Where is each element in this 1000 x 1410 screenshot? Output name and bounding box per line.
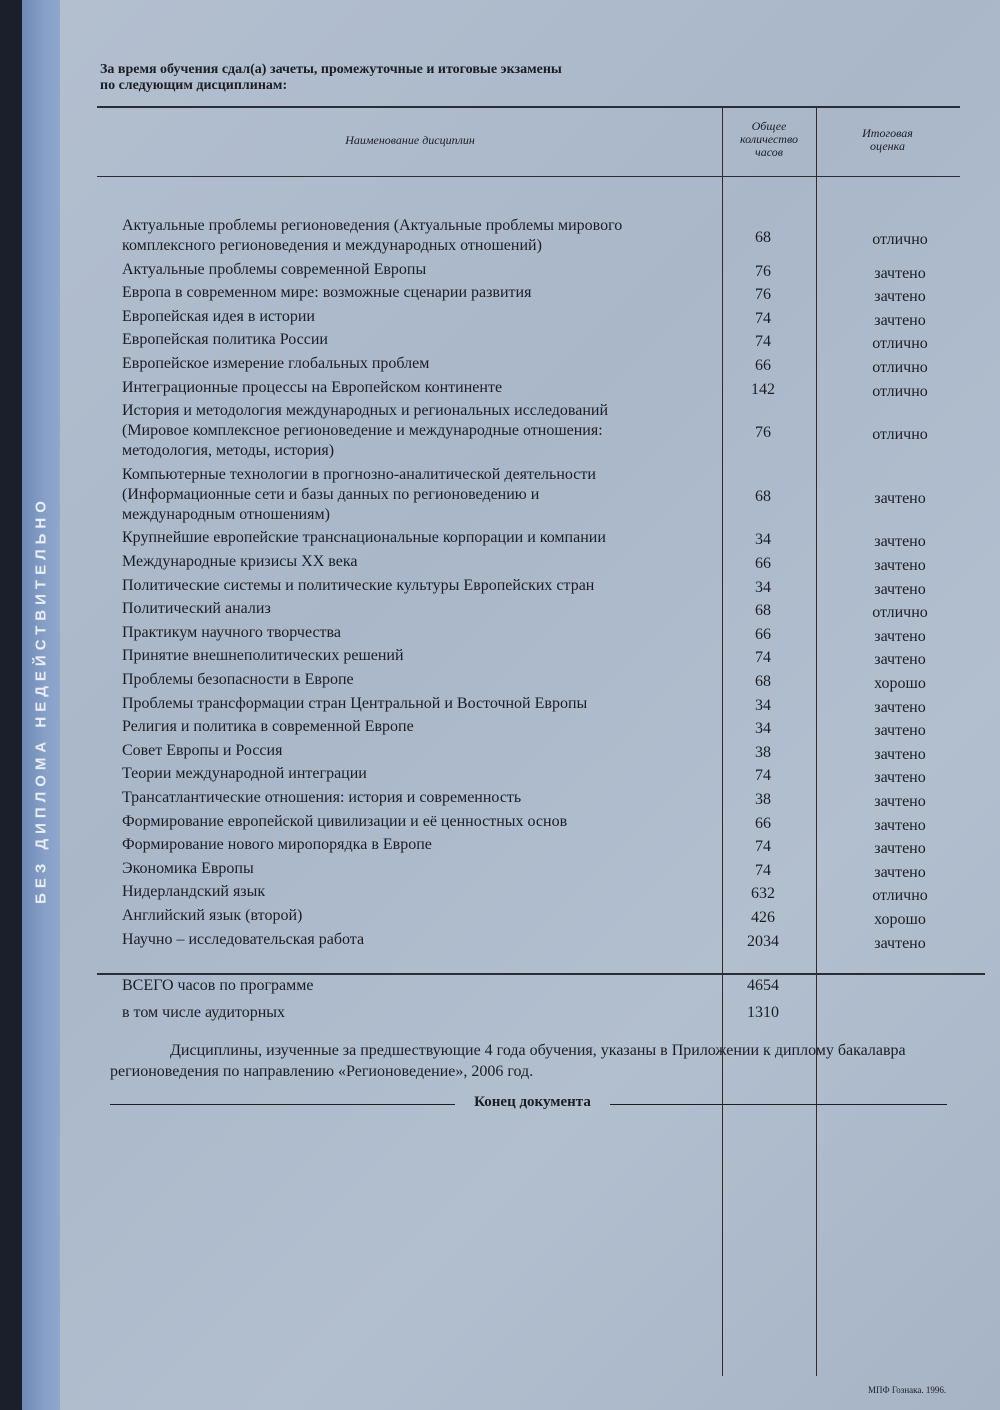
- table-header-rule: [97, 176, 960, 177]
- discipline-name: [122, 465, 712, 525]
- discipline-name-line: Европейское измерение глобальных проблем: [122, 355, 430, 372]
- grade-cell: отлично: [872, 604, 928, 622]
- header-grade-line-2: оценка: [870, 139, 905, 153]
- discipline-name: [122, 307, 712, 327]
- discipline-name-line: Актуальные проблемы современной Европы: [122, 260, 427, 278]
- grade-cell: зачтено: [874, 793, 926, 810]
- grade-cell: зачтено: [874, 769, 926, 787]
- grade-cell: зачтено: [874, 722, 926, 740]
- intro-line-1: За время обучения сдал(а) зачеты, промежуточные и итоговые экзамены: [100, 62, 562, 77]
- discipline-name-line: международным отношениям): [122, 505, 330, 523]
- hours-cell: 76: [755, 286, 771, 304]
- discipline-name: [122, 599, 712, 619]
- discipline-name: [122, 717, 712, 737]
- hours-cell: 68: [755, 229, 771, 246]
- discipline-name: [122, 906, 712, 926]
- intro-text: [100, 62, 720, 94]
- discipline-name: [122, 260, 712, 280]
- discipline-name-line: Трансатлантические отношения: история и современность: [122, 789, 522, 806]
- grade-cell: зачтено: [874, 863, 926, 881]
- discipline-name: [122, 835, 712, 855]
- hours-cell: 34: [755, 720, 771, 738]
- grade-cell: зачтено: [874, 627, 926, 645]
- grade-cell: отлично: [872, 231, 928, 248]
- discipline-name-line: Проблемы трансформации стран Центральной и Восточной Европы: [122, 694, 588, 712]
- discipline-name: [122, 741, 712, 761]
- discipline-name-line: (Информационные сети и базы данных по регионоведению и: [122, 485, 540, 503]
- total-label: ВСЕГО часов по программе: [122, 977, 314, 994]
- side-stripe-text: БЕЗ ДИПЛОМА НЕДЕЙСТВИТЕЛЬНО: [32, 496, 50, 904]
- header-name: Наименование дисциплин: [345, 133, 475, 147]
- discipline-name: [122, 646, 712, 666]
- grade-cell: зачтено: [874, 288, 926, 306]
- hours-cell: 34: [755, 531, 771, 549]
- discipline-name: [122, 401, 712, 461]
- table-top-rule: [97, 106, 960, 108]
- grade-cell: отлично: [872, 335, 928, 353]
- discipline-name: [122, 576, 712, 596]
- discipline-name-line: Формирование европейской цивилизации и её ценностных основ: [122, 812, 568, 830]
- discipline-name: [122, 283, 712, 303]
- discipline-name-line: Европейская идея в истории: [122, 307, 315, 325]
- scan-dark-edge: [0, 0, 22, 1410]
- discipline-name: [122, 859, 712, 879]
- grade-cell: отлично: [872, 359, 928, 376]
- discipline-name: [122, 623, 712, 643]
- header-grade: [830, 127, 945, 153]
- discipline-name: [122, 812, 712, 832]
- discipline-name: [122, 216, 712, 256]
- end-of-document: Конец документа: [474, 1094, 591, 1110]
- auditory-hours: 1310: [747, 1004, 779, 1021]
- grade-cell: хорошо: [874, 675, 926, 692]
- discipline-name: [122, 930, 712, 950]
- discipline-name: [122, 378, 712, 398]
- hours-cell: 34: [755, 696, 771, 714]
- discipline-name-line: Формирование нового миропорядка в Европе: [122, 836, 432, 854]
- discipline-name: [122, 788, 712, 808]
- discipline-name: [122, 330, 712, 350]
- grade-cell: зачтено: [874, 557, 926, 574]
- discipline-name-line: История и методология международных и региональных исследований: [122, 402, 609, 420]
- totals-rule: [97, 973, 985, 975]
- grade-cell: зачтено: [874, 840, 926, 858]
- grade-cell: отлично: [872, 382, 928, 400]
- discipline-name: [122, 670, 712, 690]
- discipline-name-line: Международные кризисы XX века: [122, 553, 358, 570]
- hours-cell: 76: [755, 424, 771, 442]
- hours-cell: 66: [755, 814, 771, 832]
- grade-cell: зачтено: [874, 934, 926, 952]
- hours-cell: 74: [755, 309, 771, 327]
- hours-cell: 632: [751, 885, 775, 903]
- auditory-label: в том числе аудиторных: [122, 1004, 286, 1021]
- hours-cell: 34: [755, 578, 771, 596]
- hours-cell: 66: [755, 625, 771, 643]
- hours-cell: 74: [755, 861, 771, 879]
- discipline-name-line: методология, методы, история): [122, 442, 335, 460]
- grade-cell: зачтено: [874, 489, 926, 507]
- hours-cell: 74: [755, 838, 771, 856]
- grade-cell: отлично: [872, 887, 928, 905]
- discipline-name-line: (Мировое комплексное регионоведение и международные отношения:: [122, 422, 603, 440]
- discipline-name-line: Политический анализ: [122, 600, 271, 618]
- discipline-name: [122, 882, 712, 902]
- header-hours-line-1: Общее: [751, 119, 787, 133]
- hours-cell: 426: [751, 909, 775, 926]
- discipline-name: [122, 764, 712, 784]
- hours-cell: 76: [755, 262, 771, 280]
- discipline-name: [122, 528, 712, 548]
- grade-cell: зачтено: [874, 651, 926, 669]
- header-hours-line-2: количество: [739, 132, 799, 146]
- header-hours-line-3: часов: [755, 145, 783, 159]
- grade-cell: отлично: [872, 426, 928, 444]
- intro-line-2: по следующим дисциплинам:: [100, 78, 288, 93]
- hours-cell: 68: [755, 673, 771, 690]
- discipline-name-line: Политические системы и политические культуры Европейских стран: [122, 576, 595, 594]
- grade-cell: зачтено: [874, 311, 926, 329]
- discipline-name-line: Теории международной интеграции: [122, 765, 367, 783]
- discipline-name-line: комплексного регионоведения и международных отношений): [122, 237, 542, 254]
- end-rule-left: [110, 1104, 455, 1105]
- hours-cell: 66: [755, 555, 771, 572]
- grade-cell: зачтено: [874, 745, 926, 763]
- discipline-name: [122, 354, 712, 374]
- hours-cell: 142: [751, 380, 775, 398]
- printer-imprint: МПФ Гознака. 1996.: [868, 1385, 947, 1395]
- grade-cell: зачтено: [874, 580, 926, 598]
- discipline-name: [122, 552, 712, 572]
- discipline-name-line: Совет Европы и Россия: [122, 741, 283, 759]
- discipline-name-line: Проблемы безопасности в Европе: [122, 671, 354, 688]
- grade-cell: хорошо: [874, 911, 926, 928]
- hours-cell: 68: [755, 487, 771, 505]
- hours-cell: 38: [755, 743, 771, 761]
- total-hours: 4654: [747, 977, 779, 994]
- discipline-name-line: Религия и политика в современной Европе: [122, 718, 414, 736]
- note-paragraph: Дисциплины, изученные за предшествующие 4 года обучения, указаны в Приложении к диплому бакалавра регионоведения по направлению «Регионоведение», 2006 год.: [110, 1042, 906, 1080]
- discipline-name-line: Нидерландский язык: [122, 883, 266, 901]
- discipline-name-line: Компьютерные технологии в прогнозно-аналитической деятельности: [122, 465, 596, 483]
- grade-cell: зачтено: [874, 533, 926, 551]
- discipline-name-line: Европейская политика России: [122, 331, 328, 349]
- discipline-name-line: Интеграционные процессы на Европейском континенте: [122, 378, 503, 396]
- discipline-name-line: Принятие внешнеполитических решений: [122, 647, 404, 665]
- discipline-name: [122, 694, 712, 714]
- hours-cell: 38: [755, 791, 771, 808]
- discipline-name-line: Практикум научного творчества: [122, 623, 341, 641]
- discipline-name-line: Английский язык (второй): [122, 907, 303, 924]
- grade-cell: зачтено: [874, 816, 926, 834]
- header-grade-line-1: Итоговая: [862, 126, 913, 140]
- hours-cell: 68: [755, 602, 771, 620]
- discipline-name-line: Экономика Европы: [122, 859, 254, 877]
- grade-cell: зачтено: [874, 264, 926, 282]
- discipline-name-line: Актуальные проблемы регионоведения (Актуальные проблемы мирового: [122, 217, 623, 234]
- discipline-name-line: Европа в современном мире: возможные сценарии развития: [122, 284, 532, 302]
- hours-cell: 74: [755, 649, 771, 667]
- discipline-name-line: Научно – исследовательская работа: [122, 930, 365, 948]
- end-rule-right: [610, 1104, 947, 1105]
- discipline-name-line: Крупнейшие европейские транснациональные корпорации и компании: [122, 529, 606, 547]
- hours-cell: 74: [755, 767, 771, 785]
- hours-cell: 66: [755, 357, 771, 374]
- hours-cell: 74: [755, 333, 771, 351]
- column-divider-grade: [816, 106, 817, 1376]
- grade-cell: зачтено: [874, 698, 926, 716]
- header-hours: [725, 120, 813, 159]
- hours-cell: 2034: [747, 932, 779, 950]
